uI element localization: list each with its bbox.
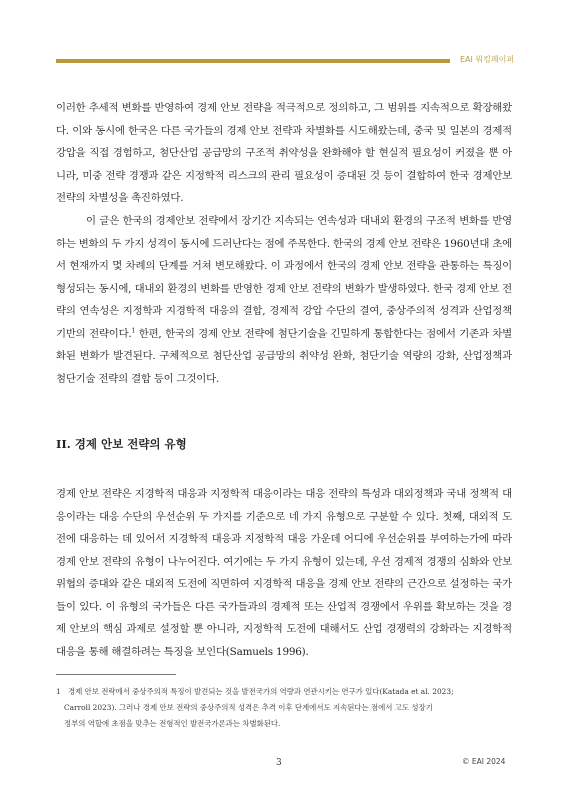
body-paragraph-2-part-2: 한편, 한국의 경제 안보 전략에 첨단기술을 긴밀하게 통합한다는 점에서 기존과 차별화된 변화가 발견된다. 구체적으로 첨단산업 공급망의 취약성 완화, 첨단기술 역량의 강화, 산업정책과 첨단기술 전략의 결합 등이 그것이다. — [56, 327, 513, 385]
body-paragraph-2 — [56, 210, 512, 390]
copyright: © EAI 2024 — [462, 757, 506, 766]
footnote-number: 1 — [56, 687, 61, 696]
section-heading: II. 경제 안보 전략의 유형 — [56, 437, 187, 451]
footnote-reference: 1 — [131, 327, 136, 335]
body-paragraph-2-part-1: 이 글은 한국의 경제안보 전략에서 장기간 지속되는 연속성과 대내외 환경의 구조적 변화를 반영하는 변화의 두 가지 성격이 동시에 드러난다는 점에 주목한다. 한국의 경제 안보 전략은 1960년대 초에서 현재까지 몇 차례의 단계를 거쳐 변모해왔다. 이 과정에서 한국의 경제 안보 전략을 관통하는 특징이 형성되는 동시에, 대내외 환경의 변화를 반영한 경제 안보 전략의 변화가 발생하였다. 한국 경제 안보 전략의 연속성은 지정학과 지경학적 대응의 결합, 경제적 강압 수단의 결여, 중상주의적 성격과 산업정책 기반의 전략이다. — [56, 215, 512, 340]
header-rule — [56, 59, 450, 63]
page-number: 3 — [276, 758, 282, 768]
header-label: EAI 워킹페이퍼 — [460, 55, 515, 64]
footnote-text-1: 경제 안보 전략에서 중상주의적 특징이 발견되는 것을 발전국가의 역량과 연관시키는 연구가 있다(Katada et al. 2023; — [68, 687, 454, 696]
footnote-line-3: 정부의 역할에 초점을 맞추는 전형적인 발전국가론과는 차별화된다. — [64, 719, 281, 728]
footnote-line-1 — [56, 684, 512, 700]
body-paragraph-1: 이러한 추세적 변화를 반영하여 경제 안보 전략을 적극적으로 정의하고, 그 범위를 지속적으로 확장해왔다. 이와 동시에 한국은 다른 국가들의 경제 안보 전략과 차별화를 시도해왔는데, 중국 및 일본의 경제적 강압을 직접 경험하고, 첨단산업 공급망의 구조적 취약성을 완화해야 할 현실적 필요성이 커졌을 뿐 아니라, 미중 전략 경쟁과 같은 지정학적 리스크의 관리 필요성이 증대된 것 등이 결합하여 한국 경제안보 전략의 차별성을 촉진하였다. — [56, 102, 512, 204]
footnote — [56, 684, 512, 732]
footnote-line-2: Carroll 2023). 그러나 경제 안보 전략의 중상주의적 성격은 추격 이후 단계에서도 지속된다는 점에서 고도 성장기 — [64, 703, 433, 712]
body-paragraph-3: 경제 안보 전략은 지경학적 대응과 지정학적 대응이라는 대응 전략의 특성과 대외정책과 국내 정책적 대응이라는 대응 수단의 우선순위 두 가지를 기준으로 네 가지 유형으로 구분할 수 있다. 첫째, 대외적 도전에 대응하는 데 있어서 지경학적 대응과 지정학적 대응 가운데 어디에 우선순위를 부여하는가에 따라 경제 안보 전략의 유형이 나누어진다. 여기에는 두 가지 유형이 있는데, 우선 경제적 경쟁의 심화와 안보 위협의 증대와 같은 대외적 도전에 직면하여 지경학적 대응을 경제 안보 전략의 근간으로 설정하는 국가들이 있다. 이 유형의 국가들은 다른 국가들과의 경제적 또는 산업적 경쟁에서 우위를 확보하는 것을 경제 안보의 핵심 과제로 설정할 뿐 아니라, 지정학적 도전에 대해서도 산업 경쟁력의 강화라는 지경학적 대응을 통해 해결하려는 특징을 보인다(Samuels 1996). — [56, 488, 512, 658]
footnote-divider — [56, 674, 176, 675]
